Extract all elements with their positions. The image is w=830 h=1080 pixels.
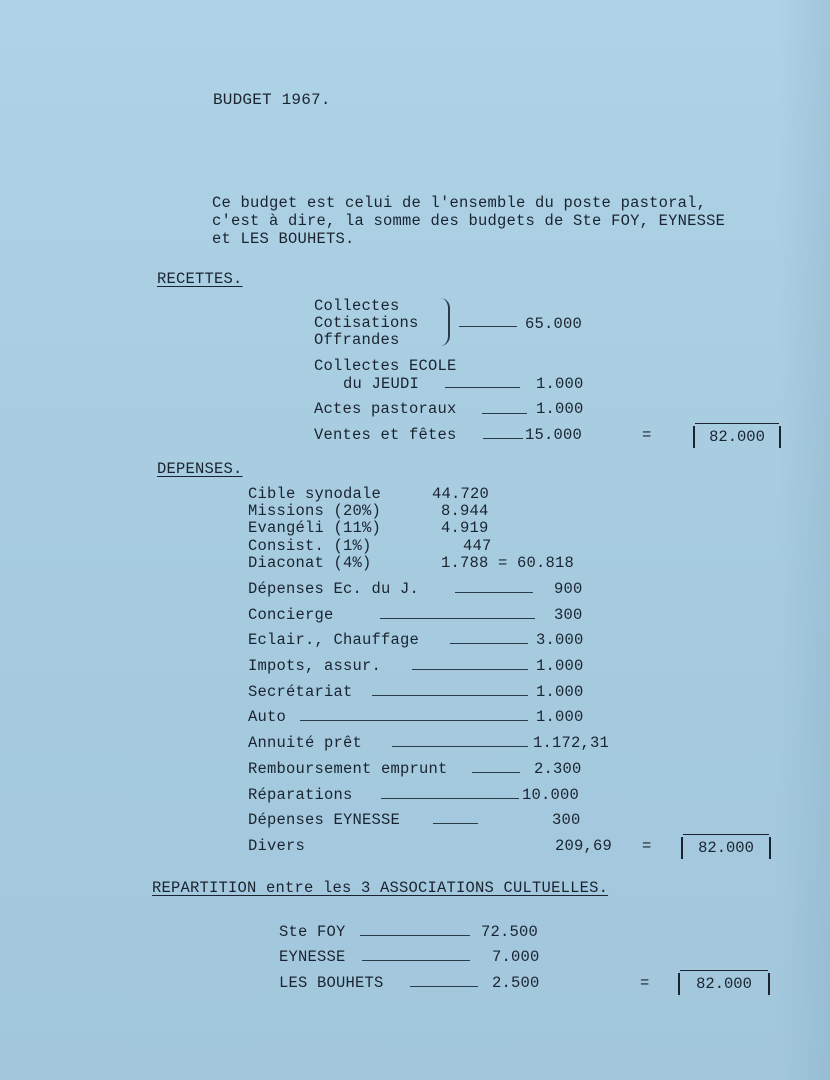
expense-amount: 300: [552, 811, 581, 829]
repartition-amount: 2.500: [492, 974, 540, 992]
recettes-actes-amount: 1.000: [536, 400, 584, 418]
repartition-heading: REPARTITION entre les 3 ASSOCIATIONS CULTUELLES.: [152, 879, 609, 897]
recettes-ecole-line2: du JEUDI: [343, 375, 420, 393]
leader-line: [410, 986, 478, 987]
repartition-amount: 7.000: [492, 948, 540, 966]
leader-line: [459, 326, 517, 327]
leader-line: [381, 798, 519, 799]
leader-line: [483, 438, 523, 439]
expense-label: Divers: [248, 837, 306, 855]
leader-line: [455, 592, 533, 593]
equals-sign: =: [642, 426, 652, 444]
depenses-heading: DEPENSES.: [157, 460, 243, 478]
depenses-evangel-amount: 4.919: [441, 519, 489, 537]
recettes-ventes-amount: 15.000: [525, 426, 583, 444]
leader-line: [445, 387, 520, 388]
recettes-total-box: [693, 426, 781, 448]
depenses-diaconat-amount: 1.788 = 60.818: [441, 554, 575, 572]
repartition-label: Ste FOY: [279, 923, 346, 941]
repartition-amount: 72.500: [481, 923, 539, 941]
recettes-ecole-amount: 1.000: [536, 375, 584, 393]
expense-label: Annuité prêt: [248, 734, 363, 752]
recettes-ventes: Ventes et fêtes: [314, 426, 457, 444]
leader-line: [372, 695, 528, 696]
depenses-cible-label: Cible synodale: [248, 485, 382, 503]
expense-amount: 2.300: [534, 760, 582, 778]
expense-amount: 900: [554, 580, 583, 598]
expense-amount: 3.000: [536, 631, 584, 649]
leader-line: [472, 772, 520, 773]
recettes-group-amount: 65.000: [525, 315, 583, 333]
repartition-label: EYNESSE: [279, 948, 346, 966]
grouping-brace: [440, 298, 450, 346]
depenses-evangel-label: Evangéli (11%): [248, 519, 382, 537]
leader-line: [450, 643, 528, 644]
recettes-offrandes: Offrandes: [314, 331, 400, 349]
expense-label: Secrétariat: [248, 683, 353, 701]
equals-sign: =: [640, 974, 650, 992]
repartition-label: LES BOUHETS: [279, 974, 384, 992]
expense-label: Dépenses EYNESSE: [248, 811, 401, 829]
depenses-total: 82.000: [698, 839, 754, 857]
expense-amount: 1.000: [536, 683, 584, 701]
depenses-cible-amount: 44.720: [432, 485, 490, 503]
intro-line-3: et LES BOUHETS.: [212, 230, 355, 248]
expense-label: Remboursement emprunt: [248, 760, 448, 778]
recettes-collectes: Collectes: [314, 297, 400, 315]
expense-amount: 1.000: [536, 657, 584, 675]
intro-line-2: c'est à dire, la somme des budgets de Ste FOY, EYNESSE: [212, 212, 726, 230]
equals-sign: =: [642, 837, 652, 855]
paper-edge: [778, 0, 830, 1080]
expense-amount: 1.000: [536, 708, 584, 726]
expense-amount: 300: [554, 606, 583, 624]
expense-amount: 10.000: [522, 786, 580, 804]
expense-label: Dépenses Ec. du J.: [248, 580, 420, 598]
depenses-consist-amount: 447: [463, 537, 492, 555]
expense-label: Concierge: [248, 606, 334, 624]
leader-line: [360, 935, 470, 936]
intro-line-1: Ce budget est celui de l'ensemble du poste pastoral,: [212, 194, 707, 212]
expense-label: Impots, assur.: [248, 657, 382, 675]
recettes-actes: Actes pastoraux: [314, 400, 457, 418]
expense-label: Réparations: [248, 786, 353, 804]
expense-amount: 209,69: [555, 837, 613, 855]
depenses-missions-amount: 8.944: [441, 502, 489, 520]
leader-line: [380, 618, 535, 619]
leader-line: [482, 413, 527, 414]
repartition-total: 82.000: [696, 975, 752, 993]
recettes-heading: RECETTES.: [157, 270, 243, 288]
depenses-diaconat-label: Diaconat (4%): [248, 554, 372, 572]
leader-line: [412, 669, 528, 670]
expense-amount: 1.172,31: [533, 734, 610, 752]
recettes-cotisations: Cotisations: [314, 314, 419, 332]
recettes-total: 82.000: [709, 428, 765, 446]
leader-line: [433, 823, 478, 824]
depenses-total-box: [681, 837, 771, 859]
leader-line: [300, 720, 528, 721]
repartition-total-box: [678, 973, 770, 995]
leader-line: [362, 960, 470, 961]
depenses-missions-label: Missions (20%): [248, 502, 382, 520]
recettes-ecole-line1: Collectes ECOLE: [314, 357, 457, 375]
expense-label: Eclair., Chauffage: [248, 631, 420, 649]
expense-label: Auto: [248, 708, 287, 726]
document-title: BUDGET 1967.: [213, 91, 331, 109]
leader-line: [392, 746, 528, 747]
depenses-consist-label: Consist. (1%): [248, 537, 372, 555]
